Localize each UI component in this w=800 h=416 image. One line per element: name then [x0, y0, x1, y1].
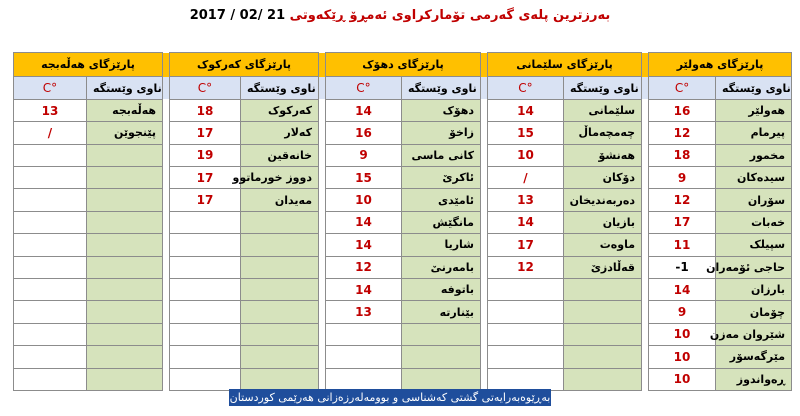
station-name-cell: دهۆک: [402, 99, 481, 121]
column-spacer: [163, 77, 170, 99]
table-row: [14, 256, 792, 278]
temperature-cell: 17: [170, 166, 241, 188]
temperature-cell: 9: [649, 301, 716, 323]
column-spacer: [319, 368, 326, 391]
footer-credit: بەڕێوەبەرایەتی گشتی کەشناسی و بوومەلەرزەزانی هەرێمی کوردستان: [229, 391, 551, 404]
station-name-cell: هەولێر: [716, 99, 792, 121]
station-name-cell: بامەرنێ: [402, 256, 481, 278]
temperature-cell: /: [14, 122, 87, 144]
station-name-cell: پیرمام: [716, 122, 792, 144]
column-spacer: [481, 234, 488, 256]
table-row: [14, 234, 792, 256]
temperature-cell: 16: [326, 122, 402, 144]
table-row: [14, 166, 792, 188]
temperature-cell: 11: [649, 234, 716, 256]
temperature-cell: 12: [488, 256, 564, 278]
column-spacer: [481, 256, 488, 278]
station-column-header: ناوی وێستگە: [87, 77, 163, 99]
column-spacer: [481, 99, 488, 121]
station-name-cell: سۆران: [716, 189, 792, 211]
station-name-cell: پێنجوێن: [87, 122, 163, 144]
report-heading: بەرزترین پلەی گەرمی تۆمارکراوی ئەمڕۆ ڕێکەوتی: [289, 8, 611, 23]
temperature-cell: 14: [649, 278, 716, 300]
station-name-cell: [87, 278, 163, 300]
temperature-cell: [170, 368, 241, 391]
column-spacer: [163, 278, 170, 300]
station-name-cell: [87, 189, 163, 211]
column-spacer: [642, 77, 649, 99]
column-spacer: [163, 53, 170, 77]
temperature-cell: [326, 323, 402, 345]
column-spacer: [481, 53, 488, 77]
station-name-cell: حاجی ئۆمەران: [716, 256, 792, 278]
column-spacer: [163, 301, 170, 323]
column-spacer: [163, 166, 170, 188]
column-spacer: [481, 166, 488, 188]
region-header-halabja: پارێزگای هەڵەبجە: [14, 53, 163, 77]
table-row: [14, 211, 792, 233]
station-name-cell: باتوفە: [402, 278, 481, 300]
station-column-header: ناوی وێستگە: [716, 77, 792, 99]
column-spacer: [319, 323, 326, 345]
temperature-cell: 9: [326, 144, 402, 166]
station-name-cell: هەڵەبجە: [87, 99, 163, 121]
column-spacer: [642, 99, 649, 121]
temperature-cell: 13: [488, 189, 564, 211]
station-name-cell: [87, 211, 163, 233]
column-spacer: [319, 234, 326, 256]
temperature-cell: 13: [326, 301, 402, 323]
column-spacer: [163, 368, 170, 391]
station-name-cell: [564, 278, 642, 300]
column-spacer: [642, 53, 649, 77]
region-header-duhok: پارێزگای دهۆک: [326, 53, 481, 77]
column-spacer: [163, 144, 170, 166]
column-spacer: [319, 278, 326, 300]
station-column-header: ناوی وێستگە: [241, 77, 319, 99]
temp-column-header: C°: [14, 77, 87, 99]
temp-column-header: C°: [326, 77, 402, 99]
station-name-cell: سلێمانی: [564, 99, 642, 121]
temperature-cell: 10: [649, 368, 716, 391]
temperature-cell: 10: [488, 144, 564, 166]
table-body: [14, 53, 792, 391]
station-name-cell: کەلار: [241, 122, 319, 144]
column-spacer: [319, 144, 326, 166]
temperature-cell: [14, 256, 87, 278]
column-spacer: [642, 211, 649, 233]
column-spacer: [481, 323, 488, 345]
temperature-cell: 18: [649, 144, 716, 166]
column-spacer: [319, 189, 326, 211]
column-spacer: [163, 323, 170, 345]
table-row: [14, 144, 792, 166]
station-name-cell: [241, 301, 319, 323]
station-name-cell: شاریا: [402, 234, 481, 256]
column-spacer: [642, 278, 649, 300]
temperature-cell: [170, 301, 241, 323]
temperature-cell: [326, 346, 402, 368]
report-date: 2017 / 02/ 21: [189, 8, 286, 23]
column-spacer: [319, 99, 326, 121]
station-name-cell: دووز خورماتوو: [241, 166, 319, 188]
temperature-cell: -1: [649, 256, 716, 278]
station-name-cell: [564, 323, 642, 345]
report-title: [0, 8, 800, 23]
temperature-cell: [14, 323, 87, 345]
temperature-cell: [170, 346, 241, 368]
column-spacer: [163, 211, 170, 233]
temperature-cell: /: [488, 166, 564, 188]
column-spacer: [163, 99, 170, 121]
temperature-cell: [488, 301, 564, 323]
column-spacer: [481, 122, 488, 144]
table-row: [14, 368, 792, 391]
station-name-cell: [564, 346, 642, 368]
station-name-cell: [564, 301, 642, 323]
station-name-cell: خەبات: [716, 211, 792, 233]
station-name-cell: چەمچەماڵ: [564, 122, 642, 144]
column-spacer: [642, 122, 649, 144]
temperature-cell: [170, 256, 241, 278]
temperature-cell: 15: [326, 166, 402, 188]
station-name-cell: [402, 368, 481, 391]
column-spacer: [481, 144, 488, 166]
temperature-cell: [14, 368, 87, 391]
column-spacer: [642, 144, 649, 166]
station-name-cell: بازیان: [564, 211, 642, 233]
column-spacer: [642, 166, 649, 188]
column-spacer: [481, 189, 488, 211]
column-spacer: [319, 166, 326, 188]
station-name-cell: [87, 346, 163, 368]
temperature-cell: [170, 234, 241, 256]
station-name-cell: زاخۆ: [402, 122, 481, 144]
station-name-cell: هەنشۆ: [564, 144, 642, 166]
temperature-cell: [170, 278, 241, 300]
station-name-cell: ئامێدی: [402, 189, 481, 211]
station-name-cell: ڕەواندوز: [716, 368, 792, 391]
temperature-cell: 17: [488, 234, 564, 256]
column-spacer: [642, 189, 649, 211]
station-name-cell: [241, 346, 319, 368]
column-spacer: [319, 77, 326, 99]
temperature-cell: [14, 278, 87, 300]
temperature-cell: 17: [649, 211, 716, 233]
column-spacer: [319, 122, 326, 144]
temperature-cell: 16: [649, 99, 716, 121]
station-name-cell: سیدەکان: [716, 166, 792, 188]
station-name-cell: بارزان: [716, 278, 792, 300]
temperature-cell: [488, 346, 564, 368]
station-name-cell: [564, 368, 642, 391]
temperature-cell: [14, 234, 87, 256]
station-name-cell: مێرگەسۆر: [716, 346, 792, 368]
temperature-cell: [488, 323, 564, 345]
column-spacer: [481, 278, 488, 300]
temperature-cell: 14: [326, 99, 402, 121]
station-name-cell: [241, 368, 319, 391]
station-name-cell: [87, 144, 163, 166]
station-name-cell: کانی ماسی: [402, 144, 481, 166]
station-name-cell: [241, 278, 319, 300]
region-header-row: [14, 53, 792, 77]
station-name-cell: [87, 234, 163, 256]
temperature-cell: 13: [14, 99, 87, 121]
temperature-cell: 10: [649, 323, 716, 345]
column-spacer: [319, 256, 326, 278]
temperature-cell: [14, 166, 87, 188]
station-name-cell: [87, 166, 163, 188]
station-name-cell: خانەقین: [241, 144, 319, 166]
temperature-cell: 12: [649, 189, 716, 211]
column-spacer: [163, 346, 170, 368]
station-column-header: ناوی وێستگە: [402, 77, 481, 99]
temperature-cell: 12: [649, 122, 716, 144]
temperature-cell: [170, 211, 241, 233]
temperature-cell: 19: [170, 144, 241, 166]
table-row: [14, 323, 792, 345]
column-spacer: [319, 53, 326, 77]
temperature-cell: [326, 368, 402, 391]
column-spacer: [481, 77, 488, 99]
temperature-cell: 12: [326, 256, 402, 278]
column-header-row: [14, 77, 792, 99]
temperature-cell: 14: [488, 99, 564, 121]
station-name-cell: قەڵادزێ: [564, 256, 642, 278]
station-name-cell: [402, 346, 481, 368]
table-row: [14, 122, 792, 144]
station-name-cell: شێروان مەزن: [716, 323, 792, 345]
station-name-cell: دۆکان: [564, 166, 642, 188]
station-name-cell: سپیلک: [716, 234, 792, 256]
column-spacer: [163, 256, 170, 278]
station-name-cell: کەرکوک: [241, 99, 319, 121]
station-name-cell: بێنارتە: [402, 301, 481, 323]
temperature-cell: [14, 301, 87, 323]
temperature-cell: 18: [170, 99, 241, 121]
station-name-cell: مانگێش: [402, 211, 481, 233]
temp-column-header: C°: [649, 77, 716, 99]
station-name-cell: [87, 256, 163, 278]
station-name-cell: [87, 301, 163, 323]
temperature-cell: [14, 189, 87, 211]
column-spacer: [163, 234, 170, 256]
column-spacer: [319, 346, 326, 368]
column-spacer: [642, 301, 649, 323]
column-spacer: [642, 234, 649, 256]
column-spacer: [163, 122, 170, 144]
column-spacer: [642, 256, 649, 278]
column-spacer: [481, 346, 488, 368]
temperature-cell: 17: [170, 122, 241, 144]
table-row: [14, 189, 792, 211]
temperature-cell: [488, 368, 564, 391]
table-row: [14, 346, 792, 368]
temperature-cell: [488, 278, 564, 300]
station-name-cell: ماوەت: [564, 234, 642, 256]
station-column-header: ناوی وێستگە: [564, 77, 642, 99]
temperature-cell: 15: [488, 122, 564, 144]
temperature-cell: 10: [649, 346, 716, 368]
table-row: [14, 278, 792, 300]
column-spacer: [481, 368, 488, 391]
station-name-cell: [241, 211, 319, 233]
column-spacer: [319, 211, 326, 233]
table-row: [14, 301, 792, 323]
column-spacer: [642, 346, 649, 368]
table-row: [14, 99, 792, 121]
temperature-cell: 14: [326, 211, 402, 233]
temp-column-header: C°: [170, 77, 241, 99]
column-spacer: [642, 323, 649, 345]
station-name-cell: [241, 234, 319, 256]
station-name-cell: ئاکرێ: [402, 166, 481, 188]
station-name-cell: [87, 323, 163, 345]
temperature-table: [13, 52, 792, 391]
temperature-cell: 17: [170, 189, 241, 211]
station-name-cell: [402, 323, 481, 345]
temperature-cell: 14: [488, 211, 564, 233]
station-name-cell: [87, 368, 163, 391]
temperature-cell: [170, 323, 241, 345]
temperature-cell: 14: [326, 234, 402, 256]
station-name-cell: [241, 323, 319, 345]
station-name-cell: چۆمان: [716, 301, 792, 323]
temperature-cell: 9: [649, 166, 716, 188]
temperature-cell: [14, 211, 87, 233]
station-name-cell: دەربەندیخان: [564, 189, 642, 211]
column-spacer: [319, 301, 326, 323]
temperature-cell: 14: [326, 278, 402, 300]
region-header-erbil: پارێزگای هەولێر: [649, 53, 792, 77]
temp-column-header: C°: [488, 77, 564, 99]
column-spacer: [481, 301, 488, 323]
temperature-cell: [14, 346, 87, 368]
region-header-sulaymaniyah: پارێزگای سلێمانی: [488, 53, 642, 77]
station-name-cell: [241, 256, 319, 278]
column-spacer: [642, 368, 649, 391]
temperature-cell: 10: [326, 189, 402, 211]
column-spacer: [481, 211, 488, 233]
region-header-kirkuk: پارێزگای کەرکوک: [170, 53, 319, 77]
temperature-cell: [14, 144, 87, 166]
column-spacer: [163, 189, 170, 211]
station-name-cell: مەیدان: [241, 189, 319, 211]
station-name-cell: مخمور: [716, 144, 792, 166]
